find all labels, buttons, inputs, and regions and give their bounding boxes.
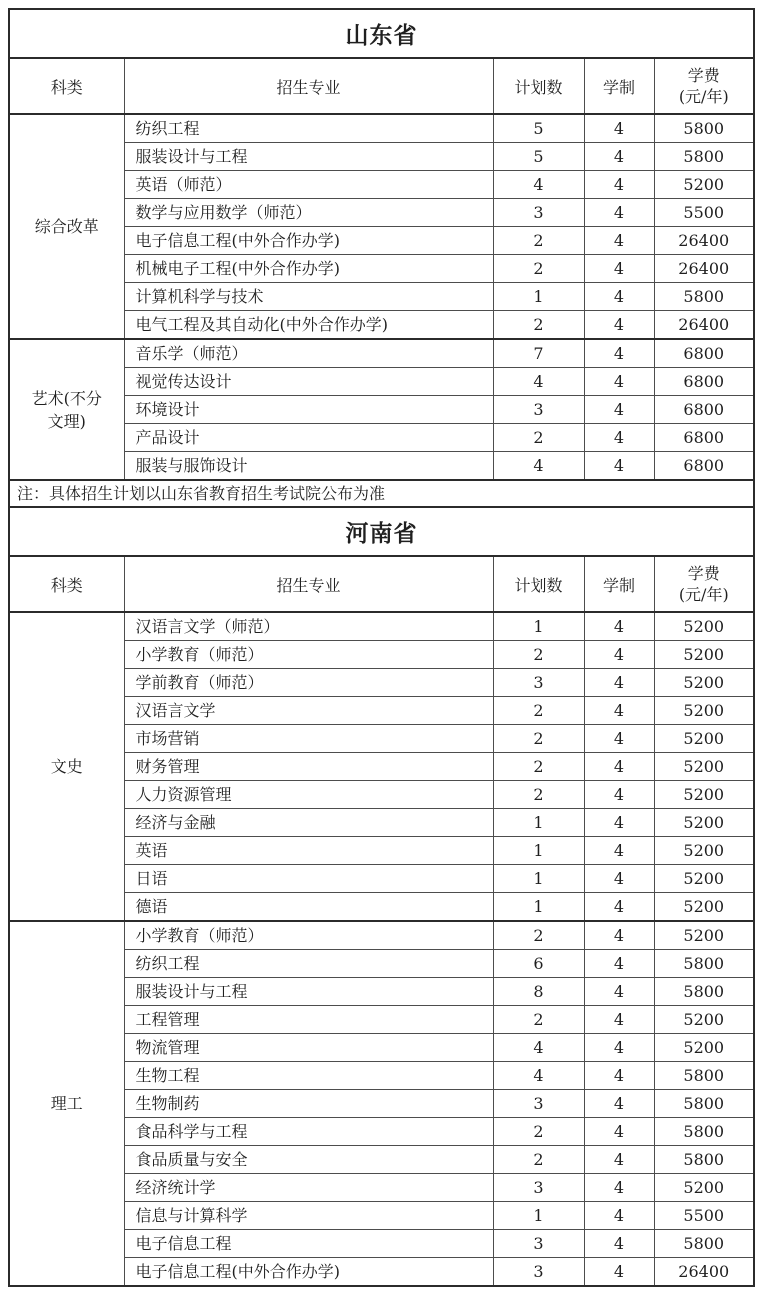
- tuition-cell: 5500: [654, 199, 754, 227]
- major-cell: 经济与金融: [124, 809, 493, 837]
- major-cell: 纺织工程: [124, 950, 493, 978]
- major-cell: 服装设计与工程: [124, 978, 493, 1006]
- tuition-cell: 5500: [654, 1202, 754, 1230]
- duration-cell: 4: [584, 781, 654, 809]
- tuition-cell: 6800: [654, 424, 754, 452]
- major-cell: 电气工程及其自动化(中外合作办学): [124, 311, 493, 340]
- duration-cell: 4: [584, 199, 654, 227]
- duration-cell: 4: [584, 452, 654, 481]
- major-cell: 电子信息工程(中外合作办学): [124, 1258, 493, 1287]
- plan-cell: 2: [493, 921, 584, 950]
- major-cell: 音乐学（师范）: [124, 339, 493, 368]
- major-cell: 学前教育（师范）: [124, 669, 493, 697]
- plan-cell: 2: [493, 311, 584, 340]
- tuition-cell: 5200: [654, 1006, 754, 1034]
- duration-cell: 4: [584, 171, 654, 199]
- tuition-cell: 5800: [654, 283, 754, 311]
- plan-cell: 3: [493, 199, 584, 227]
- duration-cell: 4: [584, 978, 654, 1006]
- major-cell: 服装与服饰设计: [124, 452, 493, 481]
- duration-cell: 4: [584, 396, 654, 424]
- duration-cell: 4: [584, 921, 654, 950]
- plan-cell: 2: [493, 424, 584, 452]
- tuition-cell: 5200: [654, 1034, 754, 1062]
- plan-cell: 6: [493, 950, 584, 978]
- tuition-cell: 5200: [654, 725, 754, 753]
- shandong-province-table: [8, 8, 755, 508]
- category-line: 文理): [47, 411, 86, 431]
- major-cell: 财务管理: [124, 753, 493, 781]
- plan-cell: 2: [493, 697, 584, 725]
- major-header: 招生专业: [124, 58, 493, 114]
- tuition-cell: 5800: [654, 1062, 754, 1090]
- major-cell: 计算机科学与技术: [124, 283, 493, 311]
- plan-cell: 2: [493, 725, 584, 753]
- tuition-header: [654, 58, 754, 114]
- duration-cell: 4: [584, 1118, 654, 1146]
- tuition-cell: 5800: [654, 950, 754, 978]
- table-row: [9, 114, 754, 143]
- duration-cell: 4: [584, 1258, 654, 1287]
- duration-cell: 4: [584, 669, 654, 697]
- major-cell: 生物制药: [124, 1090, 493, 1118]
- major-cell: 纺织工程: [124, 114, 493, 143]
- plan-cell: 8: [493, 978, 584, 1006]
- plan-cell: 2: [493, 753, 584, 781]
- table-row: [9, 339, 754, 368]
- duration-cell: 4: [584, 725, 654, 753]
- major-cell: 视觉传达设计: [124, 368, 493, 396]
- duration-header: 学制: [584, 556, 654, 612]
- column-header-row: [9, 58, 754, 114]
- duration-cell: 4: [584, 1034, 654, 1062]
- plan-cell: 4: [493, 368, 584, 396]
- major-cell: 环境设计: [124, 396, 493, 424]
- plan-cell: 1: [493, 837, 584, 865]
- category-header: 科类: [9, 58, 124, 114]
- duration-cell: 4: [584, 1006, 654, 1034]
- plan-header: 计划数: [493, 556, 584, 612]
- tuition-cell: 6800: [654, 339, 754, 368]
- major-cell: 小学教育（师范）: [124, 641, 493, 669]
- major-cell: 食品科学与工程: [124, 1118, 493, 1146]
- major-cell: 汉语言文学（师范）: [124, 612, 493, 641]
- major-cell: 经济统计学: [124, 1174, 493, 1202]
- duration-cell: 4: [584, 227, 654, 255]
- tuition-cell: 5200: [654, 697, 754, 725]
- tuition-cell: 5200: [654, 1174, 754, 1202]
- plan-cell: 1: [493, 1202, 584, 1230]
- major-cell: 电子信息工程: [124, 1230, 493, 1258]
- plan-cell: 1: [493, 809, 584, 837]
- plan-cell: 3: [493, 669, 584, 697]
- province-title: 山东省: [9, 9, 754, 58]
- plan-cell: 2: [493, 1006, 584, 1034]
- tuition-cell: 5200: [654, 837, 754, 865]
- major-cell: 德语: [124, 893, 493, 922]
- plan-cell: 4: [493, 1062, 584, 1090]
- duration-cell: 4: [584, 809, 654, 837]
- major-cell: 生物工程: [124, 1062, 493, 1090]
- tuition-cell: 5200: [654, 171, 754, 199]
- plan-cell: 4: [493, 171, 584, 199]
- duration-cell: 4: [584, 837, 654, 865]
- duration-cell: 4: [584, 1174, 654, 1202]
- tuition-cell: 5200: [654, 921, 754, 950]
- category-header: 科类: [9, 556, 124, 612]
- major-cell: 汉语言文学: [124, 697, 493, 725]
- major-cell: 服装设计与工程: [124, 143, 493, 171]
- note-text: 注：具体招生计划以山东省教育招生考试院公布为准: [9, 480, 754, 507]
- category-line: 艺术(不分: [31, 388, 102, 408]
- plan-cell: 2: [493, 255, 584, 283]
- tuition-cell: 5800: [654, 1118, 754, 1146]
- plan-cell: 4: [493, 452, 584, 481]
- tuition-cell: 5200: [654, 612, 754, 641]
- duration-cell: 4: [584, 697, 654, 725]
- plan-cell: 5: [493, 114, 584, 143]
- province-title-row: [9, 507, 754, 556]
- category-cell: [9, 114, 124, 339]
- tuition-header-line1: 学费: [687, 564, 720, 583]
- tuition-header-line2: (元/年): [678, 87, 729, 106]
- plan-cell: 3: [493, 1090, 584, 1118]
- tuition-cell: 5200: [654, 893, 754, 922]
- category-line: 理工: [50, 1094, 83, 1113]
- tuition-cell: 5800: [654, 978, 754, 1006]
- category-cell: [9, 921, 124, 1286]
- tuition-cell: 5200: [654, 809, 754, 837]
- duration-header: 学制: [584, 58, 654, 114]
- table-row: [9, 612, 754, 641]
- major-cell: 工程管理: [124, 1006, 493, 1034]
- tuition-cell: 5200: [654, 753, 754, 781]
- tuition-cell: 5800: [654, 143, 754, 171]
- province-title-row: [9, 9, 754, 58]
- column-header-row: [9, 556, 754, 612]
- major-header: 招生专业: [124, 556, 493, 612]
- major-cell: 英语（师范）: [124, 171, 493, 199]
- duration-cell: 4: [584, 311, 654, 340]
- province-title: 河南省: [9, 507, 754, 556]
- tuition-cell: 26400: [654, 227, 754, 255]
- tuition-cell: 5200: [654, 641, 754, 669]
- plan-header: 计划数: [493, 58, 584, 114]
- major-cell: 日语: [124, 865, 493, 893]
- tuition-cell: 5200: [654, 865, 754, 893]
- duration-cell: 4: [584, 1202, 654, 1230]
- plan-cell: 2: [493, 781, 584, 809]
- major-cell: 小学教育（师范）: [124, 921, 493, 950]
- tuition-cell: 26400: [654, 255, 754, 283]
- duration-cell: 4: [584, 339, 654, 368]
- duration-cell: 4: [584, 143, 654, 171]
- plan-cell: 3: [493, 1230, 584, 1258]
- tuition-cell: 26400: [654, 1258, 754, 1287]
- tuition-cell: 5800: [654, 1146, 754, 1174]
- tuition-cell: 26400: [654, 311, 754, 340]
- tuition-cell: 5800: [654, 114, 754, 143]
- duration-cell: 4: [584, 893, 654, 922]
- category-cell: [9, 339, 124, 480]
- tuition-cell: 6800: [654, 452, 754, 481]
- duration-cell: 4: [584, 368, 654, 396]
- plan-cell: 2: [493, 1118, 584, 1146]
- duration-cell: 4: [584, 865, 654, 893]
- major-cell: 市场营销: [124, 725, 493, 753]
- duration-cell: 4: [584, 424, 654, 452]
- tuition-cell: 6800: [654, 368, 754, 396]
- plan-cell: 2: [493, 1146, 584, 1174]
- tuition-header-line1: 学费: [687, 66, 720, 85]
- duration-cell: 4: [584, 114, 654, 143]
- duration-cell: 4: [584, 1062, 654, 1090]
- major-cell: 电子信息工程(中外合作办学): [124, 227, 493, 255]
- duration-cell: 4: [584, 283, 654, 311]
- major-cell: 英语: [124, 837, 493, 865]
- tuition-cell: 5200: [654, 669, 754, 697]
- major-cell: 食品质量与安全: [124, 1146, 493, 1174]
- table-row: [9, 921, 754, 950]
- category-line: 文史: [50, 757, 83, 776]
- duration-cell: 4: [584, 612, 654, 641]
- plan-cell: 1: [493, 612, 584, 641]
- tuition-cell: 6800: [654, 396, 754, 424]
- duration-cell: 4: [584, 1230, 654, 1258]
- major-cell: 人力资源管理: [124, 781, 493, 809]
- tuition-cell: 5800: [654, 1230, 754, 1258]
- note-row: [9, 480, 754, 507]
- tuition-cell: 5200: [654, 781, 754, 809]
- henan-province-table: [8, 506, 755, 1287]
- tuition-header-line2: (元/年): [678, 585, 729, 604]
- duration-cell: 4: [584, 255, 654, 283]
- plan-cell: 7: [493, 339, 584, 368]
- plan-cell: 1: [493, 893, 584, 922]
- plan-cell: 3: [493, 1174, 584, 1202]
- plan-cell: 1: [493, 865, 584, 893]
- duration-cell: 4: [584, 950, 654, 978]
- tuition-cell: 5800: [654, 1090, 754, 1118]
- plan-cell: 3: [493, 396, 584, 424]
- plan-cell: 3: [493, 1258, 584, 1287]
- tuition-header: [654, 556, 754, 612]
- plan-cell: 2: [493, 227, 584, 255]
- duration-cell: 4: [584, 1146, 654, 1174]
- major-cell: 数学与应用数学（师范）: [124, 199, 493, 227]
- plan-cell: 5: [493, 143, 584, 171]
- category-cell: [9, 612, 124, 921]
- duration-cell: 4: [584, 641, 654, 669]
- plan-cell: 4: [493, 1034, 584, 1062]
- major-cell: 信息与计算科学: [124, 1202, 493, 1230]
- duration-cell: 4: [584, 1090, 654, 1118]
- category-line: 综合改革: [34, 217, 99, 236]
- plan-cell: 2: [493, 641, 584, 669]
- major-cell: 物流管理: [124, 1034, 493, 1062]
- major-cell: 产品设计: [124, 424, 493, 452]
- duration-cell: 4: [584, 753, 654, 781]
- plan-cell: 1: [493, 283, 584, 311]
- major-cell: 机械电子工程(中外合作办学): [124, 255, 493, 283]
